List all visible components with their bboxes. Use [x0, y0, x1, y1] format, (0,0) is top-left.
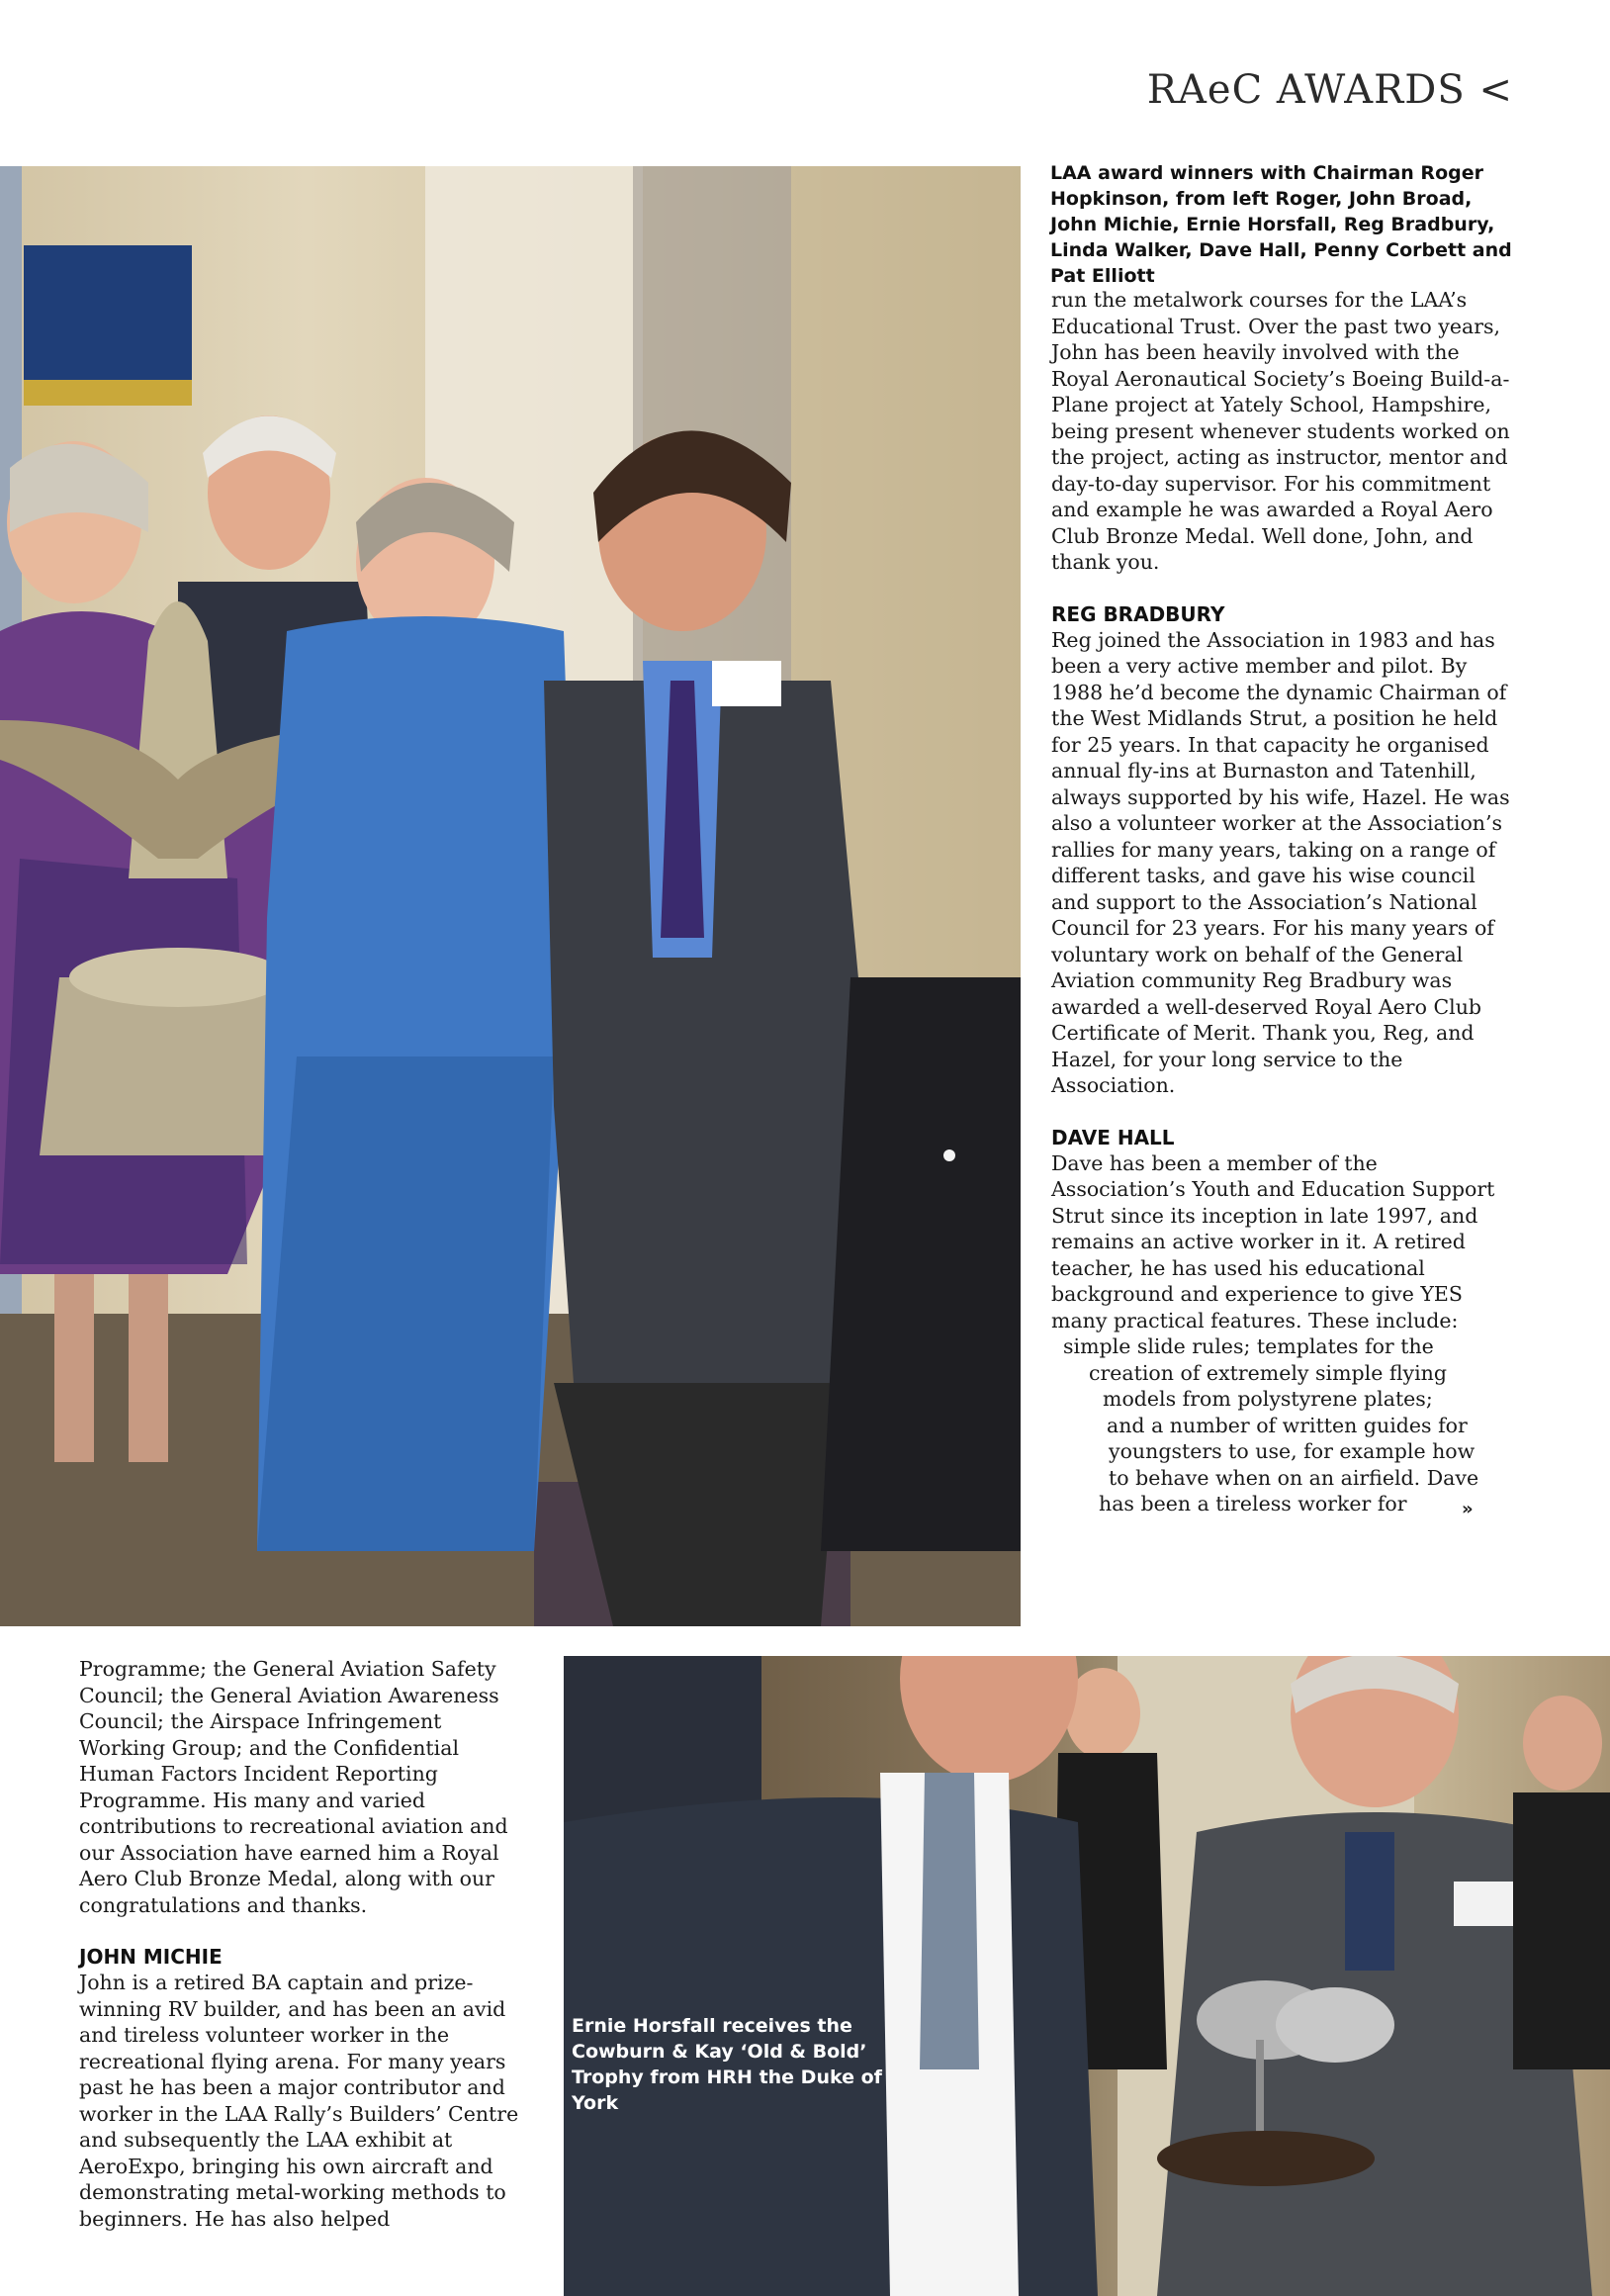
dave-hall-line: many practical features. These include:: [1051, 1308, 1459, 1332]
dave-hall-line: to behave when on an airfield. Dave: [1109, 1465, 1479, 1490]
duke-photo-caption: Ernie Horsfall receives the Cowburn & Kay ‘Old & Bold’ Trophy from HRH the Duke of York: [572, 2015, 882, 2114]
john-broad-text-continued: run the metalwork courses for the LAA’s Educational Trust. Over the past two years, John has been heavily involved with the Royal Aeronautical Society’s Boeing Build-a-Plane project at Yately School, Hampshire, being present whenever students worked on the project, acting as instructor, mentor and day-to-day supervisor. For his commitment and example he was awarded a Royal Aero Club Bronze Medal. Well done, John, and thank you.: [1051, 288, 1510, 574]
john-michie-text: John is a retired BA captain and prize-winning RV builder, and has been an avid and tireless volunteer worker in the recreational flying arena. For many years past he has been a major contributor and worker in the LAA Rally’s Builders’ Centre and subsequently the LAA exhibit at AeroExpo, bringing his own aircraft and demonstrating metal-working methods to beginners. He has also helped: [79, 1971, 519, 2231]
group-photo-illustration: [0, 166, 1021, 1626]
dave-hall-line: creation of extremely simple flying: [1089, 1360, 1448, 1385]
right-column: [1051, 287, 1516, 1517]
duke-of-york-photo: [564, 1654, 1610, 2296]
dave-hall-line: Strut since its inception in late 1997, and: [1051, 1203, 1478, 1228]
reg-bradbury-text: Reg joined the Association in 1983 and has been a very active member and pilot. By 1988 he’d become the dynamic Chairman of the West Midlands Strut, a position he held for 25 years. In that capacity he organised annual fly-ins at Burnaston and Tatenhill, always supported by his wife, Hazel. He was also a volunteer worker at the Association’s rallies for many years, taking on a range of different tasks, and gave his wise council and support to the Association’s National Council for 23 years. For his many years of voluntary work on behalf of the General Aviation community Reg Bradbury was awarded a well-deserved Royal Aero Club Certificate of Merit. Thank you, Reg, and Hazel, for your long service to the Association.: [1051, 627, 1510, 1097]
photo-separator: [564, 1626, 1610, 1656]
dave-hall-line: Dave has been a member of the: [1051, 1150, 1378, 1175]
left-column: [79, 1656, 534, 2232]
dave-hall-line: teacher, he has used his educational: [1051, 1255, 1425, 1280]
dave-hall-line: Association’s Youth and Education Support: [1051, 1177, 1495, 1201]
dave-hall-line: and a number of written guides for: [1107, 1413, 1468, 1437]
john-michie-heading: JOHN MICHIE: [79, 1945, 223, 1969]
dave-hall-text-continued: Programme; the General Aviation Safety Council; the General Aviation Awareness Council; the Airspace Infringement Working Group; and the Confidential Human Factors Incident Reporting Programme. His many and varied contributions to recreational aviation and our Association have earned him a Royal Aero Club Bronze Medal, along with our congratulations and thanks.: [79, 1657, 508, 1917]
dave-hall-text: [1051, 1150, 1516, 1517]
duke-of-york-photo-illustration: [564, 1654, 1610, 2296]
dave-hall-line: has been a tireless worker for: [1099, 1492, 1407, 1515]
section-title: RAeC AWARDS <: [1146, 67, 1513, 113]
dave-hall-line: youngsters to use, for example how: [1109, 1439, 1476, 1463]
group-photo-caption: LAA award winners with Chairman Roger Hopkinson, from left Roger, John Broad, John Michie, Ernie Horsfall, Reg Bradbury, Linda Walker, Dave Hall, Penny Corbett and Pat Elliott: [1050, 162, 1512, 287]
dave-hall-line: models from polystyrene plates;: [1103, 1387, 1433, 1411]
continue-arrow-icon: »: [1462, 1499, 1474, 1519]
dave-hall-line: background and experience to give YES: [1051, 1282, 1463, 1306]
dave-hall-line: simple slide rules; templates for the: [1063, 1334, 1434, 1358]
reg-bradbury-heading: REG BRADBURY: [1051, 601, 1225, 626]
dave-hall-heading: DAVE HALL: [1051, 1125, 1175, 1149]
group-photo: [0, 166, 1021, 1626]
dave-hall-line: remains an active worker in it. A retired: [1051, 1230, 1466, 1253]
